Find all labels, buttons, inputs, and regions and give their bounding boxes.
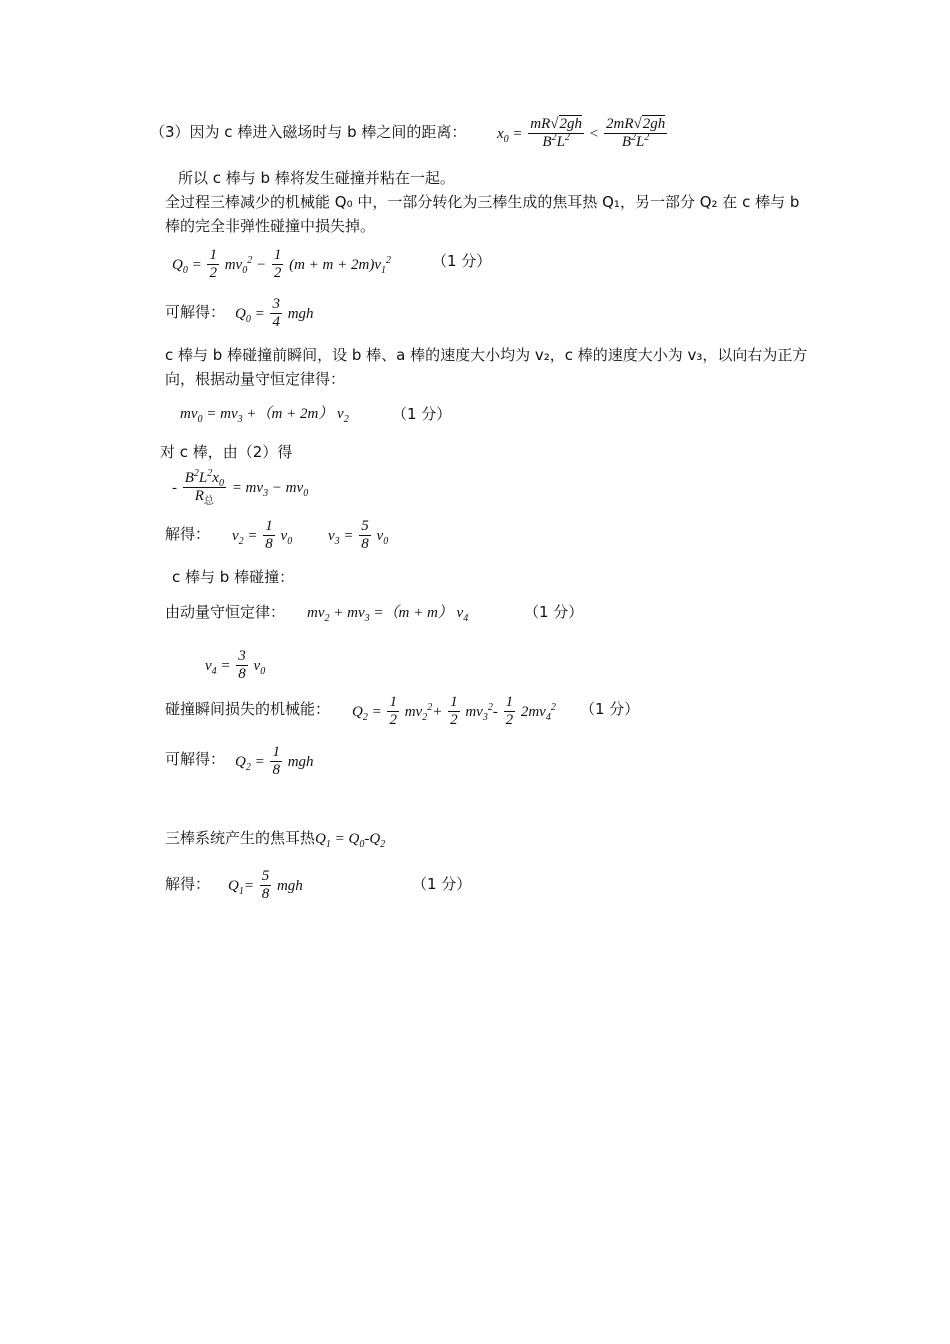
- equation-v3: $v_3$ = $\frac{5}{8}$ $v_0$: [328, 518, 389, 552]
- equation-q0-definition: $Q_0$ = $\frac{1}{2}$ $mv_0^2$ − $\frac{1}{2}$ $(m + m + 2m)v_1^2$: [172, 247, 391, 281]
- equation-q0-result: $Q_0$ = $\frac{3}{4}$ mgh: [235, 296, 314, 330]
- equation-impulse: - $\frac{B^2L^2x_0}{R_总}$ = $mv_3 - mv_0$: [172, 468, 309, 507]
- part3-intro-text: （3）因为 c 棒进入磁场时与 b 棒之间的距离：: [150, 123, 467, 141]
- score-mark: （1 分）: [392, 405, 452, 423]
- part3-intro: [150, 120, 466, 144]
- momentum-paragraph: c 棒与 b 棒碰撞前瞬间，设 b 棒、a 棒的速度大小均为 v₂，c 棒的速度大小为 v₃，以向右为正方向，根据动量守恒定律得：: [165, 346, 808, 388]
- momentum-law-label: 由动量守恒定律：: [165, 603, 286, 621]
- joule-heat-label-text: 三棒系统产生的焦耳热: [165, 829, 316, 847]
- equation-v2: $v_2$ = $\frac{1}{8}$ $v_0$: [232, 518, 293, 552]
- score-mark: （1 分）: [432, 252, 492, 270]
- score-mark: （1 分）: [412, 875, 472, 893]
- sum-subscript: 总: [203, 496, 214, 507]
- equation-x0-distance: $x_0$ = $\frac{mR√2gh}{B^2L^2}$ < $\frac{2mR√2gh}{B^2L^2}$: [497, 116, 666, 150]
- equation-q1-result: $Q_1=$ $\frac{5}{8}$ mgh: [228, 868, 303, 902]
- solve-label-4: 解得：: [165, 875, 211, 893]
- equation-momentum-before: $mv_0 = mv_3 +(m + 2m)$ $v_2$: [180, 406, 349, 425]
- collision-label: c 棒与 b 棒碰撞：: [172, 568, 295, 586]
- solve-label-1: 可解得：: [165, 303, 226, 321]
- c-rod-label: 对 c 棒，由（2）得: [160, 443, 293, 461]
- energy-loss-label: 碰撞瞬间损失的机械能：: [165, 700, 331, 718]
- equation-q2-result: $Q_2$ = $\frac{1}{8}$ mgh: [235, 744, 314, 778]
- equation-q2-definition: $Q_2$ = $\frac{1}{2}$ $mv_2^2+$ $\frac{1}{2}$ $mv_3^2-$ $\frac{1}{2}$ $2mv_4^2$: [352, 694, 556, 728]
- equation-momentum-collision: $mv_2 + mv_3 =(m + m)$ $v_4$: [307, 605, 469, 624]
- score-mark: （1 分）: [524, 603, 584, 621]
- energy-paragraph: 全过程三棒减少的机械能 Q₀ 中，一部分转化为三棒生成的焦耳热 Q₁，另一部分 Q₂ 在 c 棒与 b 棒的完全非弹性碰撞中损失掉。: [165, 193, 800, 235]
- equation-v4: $v_4$ = $\frac{3}{8}$ $v_0$: [205, 648, 266, 682]
- equation-q1-definition: $Q_1 = Q_0-Q_2$: [315, 831, 386, 850]
- solve-label-3: 可解得：: [165, 750, 226, 768]
- part3-conclusion: 所以 c 棒与 b 棒将发生碰撞并粘在一起。: [178, 169, 455, 187]
- score-mark: （1 分）: [580, 700, 640, 718]
- solve-label-2: 解得：: [165, 525, 211, 543]
- joule-heat-label: [165, 826, 385, 851]
